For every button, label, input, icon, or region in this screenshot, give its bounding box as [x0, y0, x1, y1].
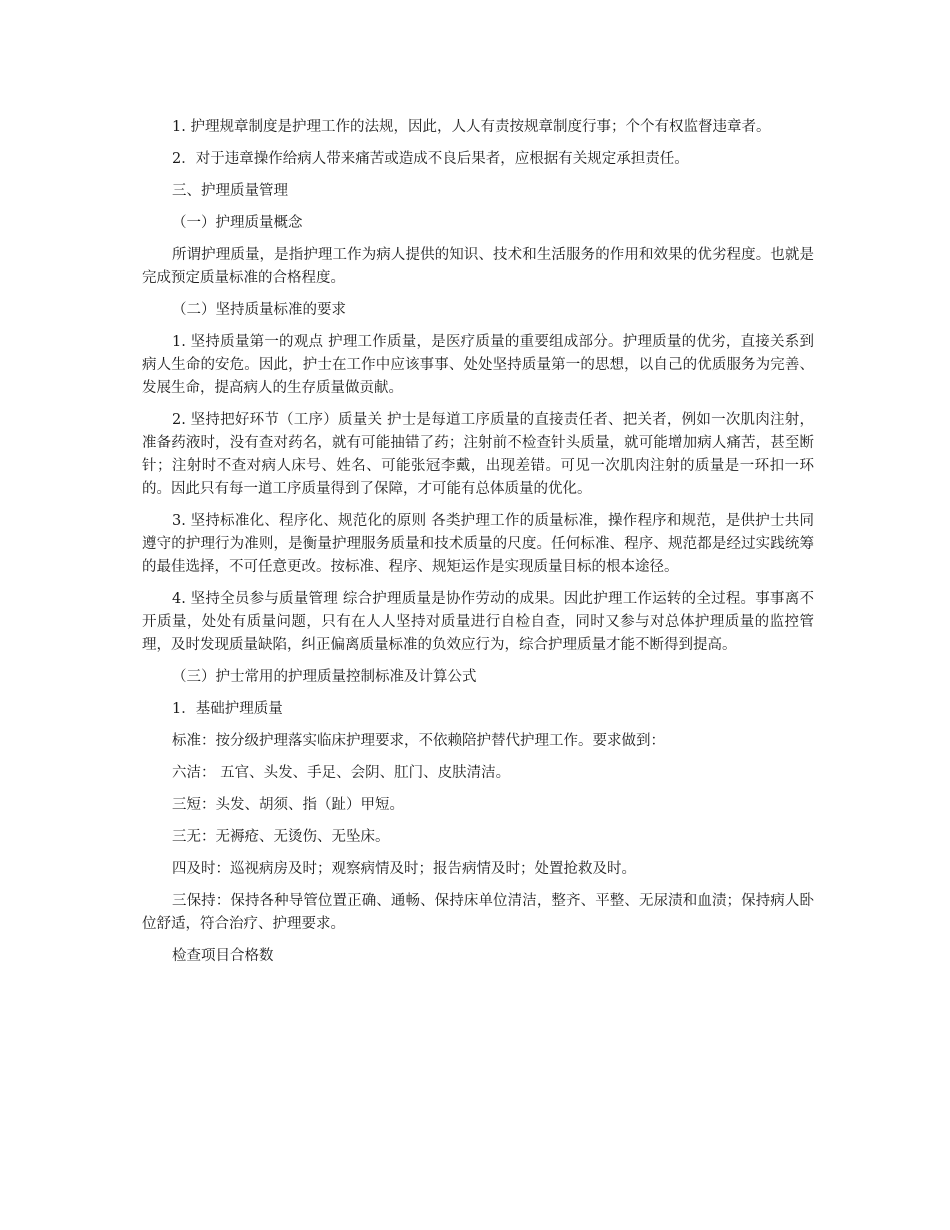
subsection-heading-quality-concept: （一）护理质量概念 — [172, 215, 303, 231]
paragraph-quality-first: 1. 坚持质量第一的观点 护理工作质量，是医疗质量的重要组成部分。护理质量的优劣，直接关系到病人生命的安危。因此，护士在工作中应该事事、处处坚持质量第一的思想，以自己的优质服务为完善、发展生命，提高病人的生存质量做贡献。 — [142, 334, 814, 396]
paragraph-full-participation: 4. 坚持全员参与质量管理 综合护理质量是协作劳动的成果。因此护理工作运转的全过程。事事离不开质量，处处有质量问题，只有在人人坚持对质量进行自检自查，同时又参与对总体护理质量的监控管理，及时发现质量缺陷，纠正偏离质量标准的负效应行为，综合护理质量才能不断得到提高。 — [142, 591, 814, 653]
paragraph-standard-statement: 标准：按分级护理落实临床护理要求，不依赖陪护替代护理工作。要求做到： — [172, 733, 665, 749]
paragraph-three-short: 三短：头发、胡须、指（趾）甲短。 — [172, 797, 404, 813]
paragraph-six-clean: 六洁： 五官、头发、手足、会阴、肛门、皮肤清洁。 — [172, 765, 511, 781]
paragraph-standardization: 3. 坚持标准化、程序化、规范化的原则 各类护理工作的质量标准，操作程序和规范，是供护士共同遵守的护理行为准则，是衡量护理服务质量和技术质量的尺度。任何标准、程序、规范都是经过实践统筹的最佳选择，不可任意更改。按标准、程序、规矩运作是实现质量目标的根本途径。 — [142, 513, 814, 575]
paragraph-process-quality: 2. 坚持把好环节（工序）质量关 护士是每道工序质量的直接责任者、把关者，例如一次肌肉注射，准备药液时，没有查对药名，就有可能抽错了药；注射前不检查针头质量，就可能增加病人痛苦，甚至断针；注射时不查对病人床号、姓名、可能张冠李戴，出现差错。可见一次肌肉注射的质量是一环扣一环的。因此只有每一道工序质量得到了保障，才可能有总体质量的优化。 — [142, 412, 814, 497]
paragraph-four-timely: 四及时：巡视病房及时；观察病情及时；报告病情及时；处置抢救及时。 — [172, 861, 636, 877]
subsection-heading-standard-requirements: （二）坚持质量标准的要求 — [172, 302, 346, 318]
paragraph-rules-law: 1. 护理规章制度是护理工作的法规，因此，人人有责按规章制度行事；个个有权监督违章者。 — [172, 119, 771, 135]
paragraph-three-maintain: 三保持：保持各种导管位置正确、通畅、保持床单位清洁，整齐、平整、无尿渍和血渍；保持病人卧位舒适，符合治疗、护理要求。 — [142, 893, 814, 932]
item-heading-basic-nursing: 1．基础护理质量 — [172, 701, 283, 717]
paragraph-quality-definition: 所谓护理质量，是指护理工作为病人提供的知识、技术和生活服务的作用和效果的优劣程度。也就是完成预定质量标准的合格程度。 — [142, 247, 814, 286]
paragraph-qualified-items: 检查项目合格数 — [172, 948, 274, 964]
paragraph-violation-responsibility: 2．对于违章操作给病人带来痛苦或造成不良后果者，应根据有关规定承担责任。 — [172, 151, 689, 167]
section-heading-quality-management: 三、护理质量管理 — [172, 183, 288, 199]
subsection-heading-control-standards: （三）护士常用的护理质量控制标准及计算公式 — [172, 669, 477, 685]
paragraph-three-none: 三无：无褥疮、无烫伤、无坠床。 — [172, 829, 390, 845]
document-body — [142, 116, 814, 977]
